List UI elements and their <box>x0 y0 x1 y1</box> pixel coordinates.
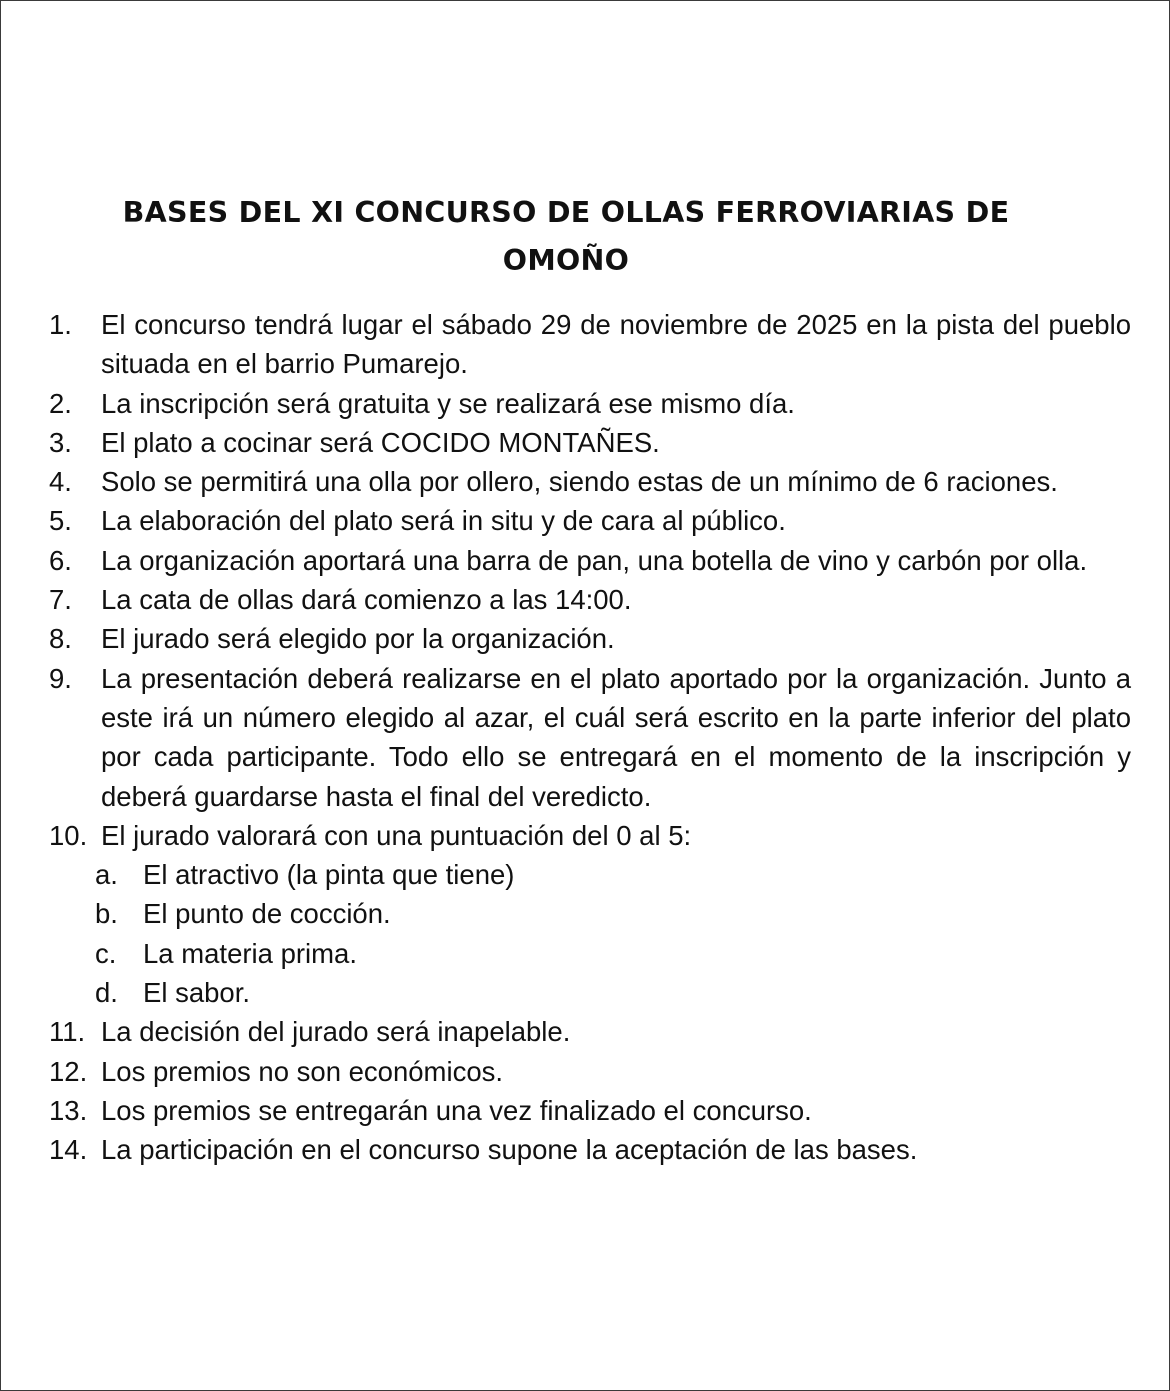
criteria-letter: d. <box>95 977 118 1009</box>
rule-number: 7. <box>49 584 72 616</box>
criteria-text: El punto de cocción. <box>143 898 391 930</box>
rule-number: 14. <box>49 1134 88 1166</box>
rule-number: 12. <box>49 1055 88 1087</box>
rule-number: 11. <box>49 1016 86 1048</box>
criteria-item <box>95 894 1131 933</box>
rule-text: La elaboración del plato será in situ y de cara al público. <box>101 505 786 537</box>
criteria-list <box>49 855 1131 1012</box>
criteria-text: El sabor. <box>143 977 251 1009</box>
criteria-item <box>95 855 1131 894</box>
rule-text: La organización aportará una barra de pan, una botella de vino y carbón por olla. <box>101 544 1088 576</box>
rule-item <box>49 384 1131 423</box>
rule-number: 4. <box>49 466 72 498</box>
rule-item <box>49 423 1131 462</box>
title-line-1: BASES DEL XI CONCURSO DE OLLAS FERROVIARIAS DE <box>122 196 1010 229</box>
criteria-text: El atractivo (la pinta que tiene) <box>143 859 515 891</box>
rule-number: 8. <box>49 623 72 655</box>
criteria-text: La materia prima. <box>143 937 357 969</box>
criteria-letter: b. <box>95 898 118 930</box>
rule-item <box>49 501 1131 540</box>
rule-item <box>49 1091 1131 1130</box>
rule-item <box>49 462 1131 501</box>
rule-number: 2. <box>49 387 72 419</box>
rule-text: Los premios se entregarán una vez finalizado el concurso. <box>101 1094 812 1126</box>
rule-text: El jurado será elegido por la organización. <box>101 623 615 655</box>
rule-item <box>49 541 1131 580</box>
rule-text: Los premios no son económicos. <box>101 1055 504 1087</box>
rule-number: 9. <box>49 662 72 694</box>
rule-item-with-criteria <box>49 816 1131 1012</box>
rule-item <box>49 619 1131 658</box>
rule-number: 3. <box>49 426 72 458</box>
rule-item <box>49 580 1131 619</box>
title-line-2: OMOÑO <box>502 244 630 277</box>
rule-text: El jurado valorará con una puntuación del 0 al 5: <box>101 819 692 851</box>
rule-item <box>49 1052 1131 1091</box>
rule-text: La participación en el concurso supone la aceptación de las bases. <box>101 1134 918 1166</box>
criteria-item <box>95 973 1131 1012</box>
rule-item <box>49 1130 1131 1169</box>
rule-item <box>49 1012 1131 1051</box>
rule-text: El plato a cocinar será COCIDO MONTAÑES. <box>101 426 660 458</box>
rule-text: El concurso tendrá lugar el sábado 29 de noviembre de 2025 en la pista del pueblo situada en el barrio Pumarejo. <box>101 309 1131 380</box>
rule-number: 6. <box>49 544 72 576</box>
rule-number: 1. <box>49 309 72 340</box>
criteria-letter: c. <box>95 937 117 969</box>
rule-number: 13. <box>49 1094 88 1126</box>
rule-number: 10. <box>49 819 88 851</box>
rule-item <box>49 305 1131 384</box>
rule-number: 5. <box>49 505 72 537</box>
rule-text: La decisión del jurado será inapelable. <box>101 1016 571 1048</box>
rules-list <box>49 305 1131 1170</box>
document-title <box>41 189 1091 285</box>
rule-text: Solo se permitirá una olla por ollero, siendo estas de un mínimo de 6 raciones. <box>101 466 1058 498</box>
criteria-item <box>95 934 1131 973</box>
rule-text: La presentación deberá realizarse en el plato aportado por la organización. Junto a este irá un número elegido al azar, el cuál será escrito en la parte inferior del plato por cada participante. Todo ello se entregará en el momento de la inscripción y deberá guardarse hasta el final del veredicto. <box>101 662 1131 812</box>
rule-text: La inscripción será gratuita y se realizará ese mismo día. <box>101 387 795 419</box>
criteria-letter: a. <box>95 859 118 891</box>
rule-item <box>49 659 1131 816</box>
rule-text: La cata de ollas dará comienzo a las 14:00. <box>101 584 632 616</box>
rule-line <box>49 816 1131 855</box>
